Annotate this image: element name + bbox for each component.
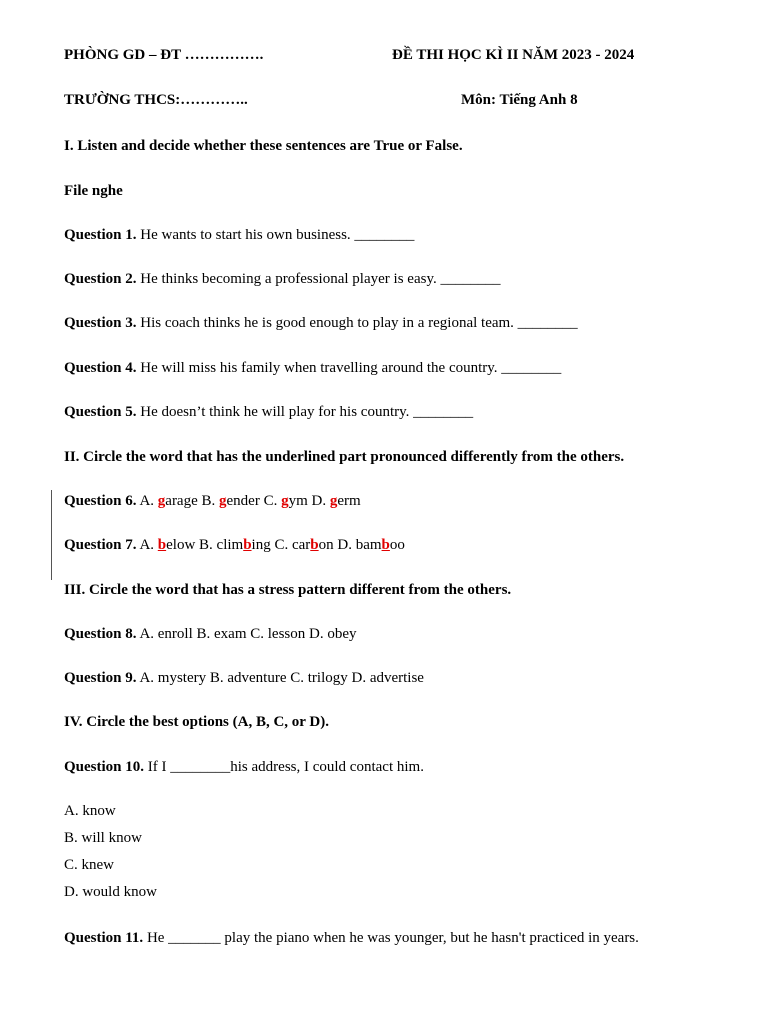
question-11 bbox=[64, 928, 639, 948]
option-text: erm bbox=[337, 493, 361, 509]
section-1-title: I. Listen and decide whether these sentences are True or False. bbox=[64, 138, 463, 154]
question-label: Question 11. bbox=[64, 930, 144, 946]
option-c: C. knew bbox=[64, 857, 114, 873]
question-2 bbox=[64, 269, 500, 289]
option-a: A. know bbox=[64, 803, 116, 819]
section-2-title: II. Circle the word that has the underlined part pronounced differently from the others. bbox=[64, 449, 625, 465]
section-3-title: III. Circle the word that has a stress pattern different from the others. bbox=[64, 582, 512, 598]
underlined-letter: b bbox=[310, 537, 319, 553]
header-exam-title: ĐỀ THI HỌC KÌ II NĂM 2023 - 2024 bbox=[392, 47, 635, 63]
underlined-letter: g bbox=[157, 493, 166, 509]
question-text: A. mystery B. adventure C. trilogy D. advertise bbox=[136, 670, 424, 686]
question-text: He wants to start his own business. ________ bbox=[136, 227, 415, 243]
question-label: Question 3. bbox=[64, 315, 137, 331]
question-text: He _______ play the piano when he was younger, but he hasn't practiced in years. bbox=[143, 930, 639, 946]
option-text: elow B. clim bbox=[166, 537, 244, 553]
question-4 bbox=[64, 358, 561, 378]
option-text: ing C. car bbox=[251, 537, 311, 553]
underlined-letter: b bbox=[157, 537, 167, 553]
underlined-letter: g bbox=[219, 493, 227, 509]
question-label: Question 2. bbox=[64, 271, 137, 287]
question-label: Question 4. bbox=[64, 360, 137, 376]
question-label: Question 8. bbox=[64, 626, 137, 642]
question-text: He thinks becoming a professional player is easy. ________ bbox=[136, 271, 501, 287]
section-4-title: IV. Circle the best options (A, B, C, or D). bbox=[64, 714, 329, 730]
header-school: TRƯỜNG THCS:………….. bbox=[64, 92, 248, 108]
option-text: oo bbox=[389, 537, 405, 553]
question-1 bbox=[64, 225, 414, 245]
question-label: Question 5. bbox=[64, 404, 137, 420]
question-label: Question 9. bbox=[64, 670, 137, 686]
question-8 bbox=[64, 624, 357, 644]
question-text: He will miss his family when travelling around the country. ________ bbox=[136, 360, 562, 376]
question-text: He doesn’t think he will play for his country. ________ bbox=[136, 404, 474, 420]
option-text: A. bbox=[136, 537, 158, 553]
option-text: A. bbox=[136, 493, 158, 509]
question-7 bbox=[64, 535, 405, 555]
option-d: D. would know bbox=[64, 884, 157, 900]
header-dept: PHÒNG GD – ĐT ……………. bbox=[64, 47, 264, 63]
question-6 bbox=[64, 491, 361, 511]
question-text: A. enroll B. exam C. lesson D. obey bbox=[136, 626, 357, 642]
question-9 bbox=[64, 668, 424, 688]
question-label: Question 10. bbox=[64, 759, 145, 775]
question-text: His coach thinks he is good enough to play in a regional team. ________ bbox=[136, 315, 578, 331]
underlined-letter: b bbox=[243, 537, 252, 553]
option-text: on D. bam bbox=[318, 537, 382, 553]
audio-label: File nghe bbox=[64, 183, 123, 199]
option-b: B. will know bbox=[64, 830, 142, 846]
question-5 bbox=[64, 402, 473, 422]
option-text: ym D. bbox=[288, 493, 330, 509]
header-subject: Môn: Tiếng Anh 8 bbox=[461, 92, 578, 108]
underlined-letter: b bbox=[381, 537, 390, 553]
option-text: arage B. bbox=[165, 493, 220, 509]
margin-bar bbox=[51, 490, 52, 580]
question-3 bbox=[64, 313, 578, 333]
question-text: If I ________his address, I could contact him. bbox=[144, 759, 424, 775]
underlined-letter: g bbox=[329, 493, 338, 509]
question-label: Question 6. bbox=[64, 493, 137, 509]
option-text: ender C. bbox=[226, 493, 282, 509]
question-10 bbox=[64, 757, 424, 777]
question-label: Question 1. bbox=[64, 227, 137, 243]
question-label: Question 7. bbox=[64, 537, 137, 553]
underlined-letter: g bbox=[281, 493, 289, 509]
